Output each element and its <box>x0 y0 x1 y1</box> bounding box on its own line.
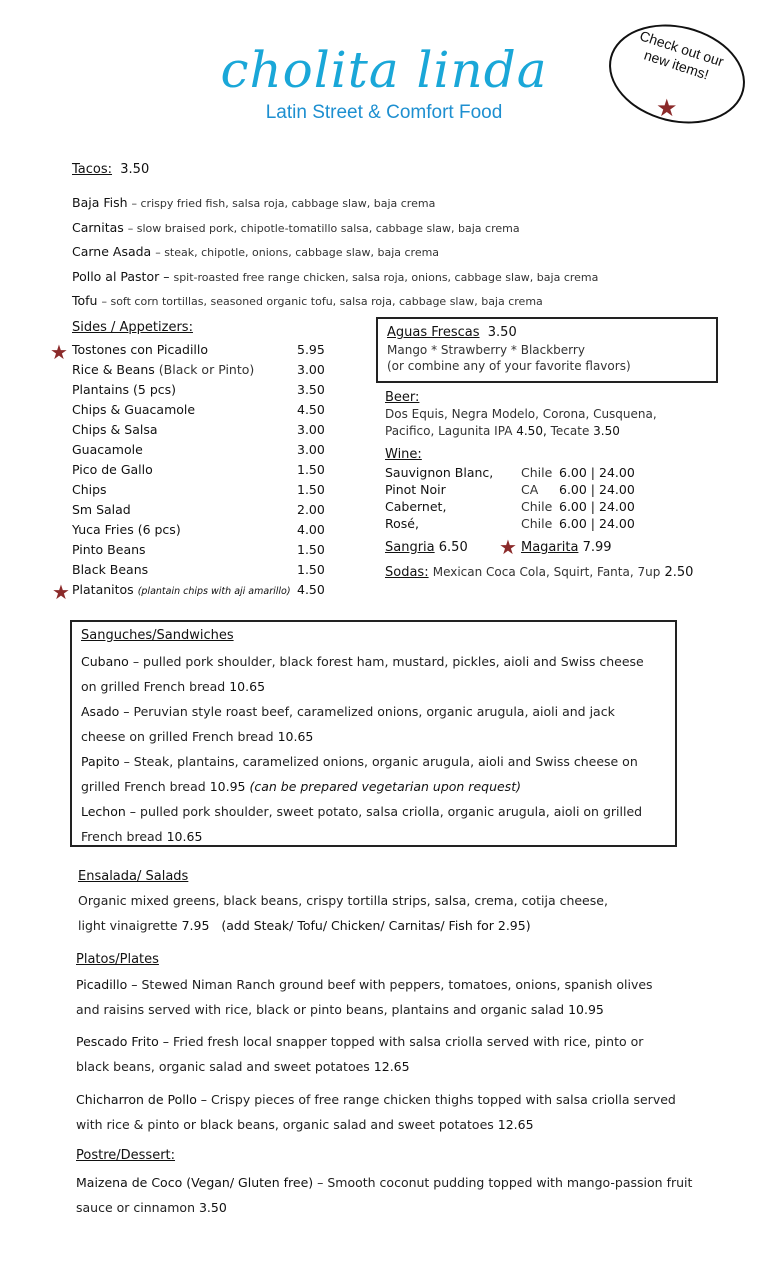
side-item: Black Beans 1.50 <box>72 562 325 577</box>
sandwich-item-papito: Papito – Steak, plantains, caramelized onions, organic arugula, aioli and Swiss cheese on grilled French bread 10.95 (can be prepared vegetarian upon request) <box>81 754 638 794</box>
plate-item-chicharron: Chicharron de Pollo – Crispy pieces of free range chicken thighs topped with salsa criolla served with rice & pinto or black beans, organic salad and sweet potatoes 12.65 <box>76 1092 676 1132</box>
badge-text: Check out our new items! <box>637 27 726 83</box>
sangria-item: Sangria 6.50 <box>385 540 468 555</box>
aguas-title: Aguas Frescas 3.50 <box>387 325 517 340</box>
taco-item: Baja Fish – crispy fried fish, salsa roja, cabbage slaw, baja crema <box>72 195 436 210</box>
plates-heading: Platos/Plates <box>76 952 159 967</box>
wine-table <box>385 464 635 532</box>
sides-list <box>0 340 340 602</box>
star-icon: ★ <box>499 535 517 559</box>
wine-row: Sauvignon Blanc, Chile 6.00 | 24.00 <box>385 465 635 480</box>
margarita-item: Magarita 7.99 <box>521 540 612 555</box>
side-item: Pico de Gallo 1.50 <box>72 462 325 477</box>
star-icon: ★ <box>50 340 68 364</box>
wine-row: Rosé, Chile 6.00 | 24.00 <box>385 516 635 531</box>
sandwich-item-asado: Asado – Peruvian style roast beef, caramelized onions, organic arugula, aioli and jack cheese on grilled French bread 10.65 <box>81 704 615 744</box>
dessert-heading: Postre/Dessert: <box>76 1148 176 1163</box>
plate-item-picadillo: Picadillo – Stewed Niman Ranch ground beef with peppers, tomatoes, onions, spanish olives and raisins served with rice, black or pinto beans, plantains and organic salad 10.95 <box>76 977 653 1017</box>
salad-description: Organic mixed greens, black beans, crispy tortilla strips, salsa, crema, cotija cheese, light vinaigrette 7.95 (add Steak/ Tofu/ Chicken/ Carnitas/ Fish for 2.95) <box>78 893 608 933</box>
side-item: Guacamole 3.00 <box>72 442 325 457</box>
taco-item: Carne Asada – steak, chipotle, onions, cabbage slaw, baja crema <box>72 244 440 259</box>
wine-heading: Wine: <box>385 447 422 462</box>
side-item: Tostones con Picadillo 5.95 <box>72 342 325 357</box>
taco-item: Tofu – soft corn tortillas, seasoned organic tofu, salsa roja, cabbage slaw, baja crema <box>72 293 543 308</box>
sandwiches-heading: Sanguches/Sandwiches <box>81 628 234 643</box>
taco-item: Pollo al Pastor – spit-roasted free range chicken, salsa roja, onions, cabbage slaw, baja crema <box>72 269 599 284</box>
side-item: Platanitos (plantain chips with aji amarillo) 4.50 <box>72 582 325 597</box>
dessert-item: Maizena de Coco (Vegan/ Gluten free) – Smooth coconut pudding topped with mango-passion fruit sauce or cinnamon 3.50 <box>76 1175 693 1215</box>
aguas-frescas-box <box>376 317 718 383</box>
tacos-heading: Tacos: 3.50 <box>72 162 150 177</box>
side-item: Chips & Salsa 3.00 <box>72 422 325 437</box>
side-item: Pinto Beans 1.50 <box>72 542 325 557</box>
salads-heading: Ensalada/ Salads <box>78 869 189 884</box>
wine-row: Pinot Noir CA 6.00 | 24.00 <box>385 482 635 497</box>
side-item: Yuca Fries (6 pcs) 4.00 <box>72 522 325 537</box>
logo-script: cholita linda <box>220 41 548 99</box>
side-item: Rice & Beans (Black or Pinto) 3.00 <box>72 362 325 377</box>
side-item: Sm Salad 2.00 <box>72 502 325 517</box>
aguas-note: (or combine any of your favorite flavors) <box>387 359 631 373</box>
plate-item-pescado: Pescado Frito – Fried fresh local snapper topped with salsa criolla served with rice, pinto or black beans, organic salad and sweet potatoes 12.65 <box>76 1034 644 1074</box>
sandwich-item-lechon: Lechon – pulled pork shoulder, sweet potato, salsa criolla, organic arugula, aioli on grilled French bread 10.65 <box>81 804 643 844</box>
side-item: Chips & Guacamole 4.50 <box>72 402 325 417</box>
aguas-flavors: Mango * Strawberry * Blackberry <box>387 343 585 357</box>
taco-item: Carnitas – slow braised pork, chipotle-tomatillo salsa, cabbage slaw, baja crema <box>72 220 520 235</box>
beer-heading: Beer: <box>385 390 420 405</box>
sandwich-item-cubano: Cubano – pulled pork shoulder, black forest ham, mustard, pickles, aioli and Swiss cheese on grilled French bread 10.65 <box>81 654 644 694</box>
sodas-item: Sodas: Mexican Coca Cola, Squirt, Fanta, 7up 2.50 <box>385 565 694 580</box>
star-icon: ★ <box>52 580 70 604</box>
sandwiches-box <box>70 620 677 847</box>
sides-heading: Sides / Appetizers: <box>72 320 193 335</box>
star-icon: ★ <box>656 94 678 122</box>
beer-list-line2: Pacifico, Lagunita IPA 4.50, Tecate 3.50 <box>385 424 620 438</box>
side-item: Chips 1.50 <box>72 482 325 497</box>
wine-row: Cabernet, Chile 6.00 | 24.00 <box>385 499 635 514</box>
beer-list-line1: Dos Equis, Negra Modelo, Corona, Cusquena, <box>385 407 657 421</box>
logo-subtitle: Latin Street & Comfort Food <box>265 102 503 123</box>
side-item: Plantains (5 pcs) 3.50 <box>72 382 325 397</box>
